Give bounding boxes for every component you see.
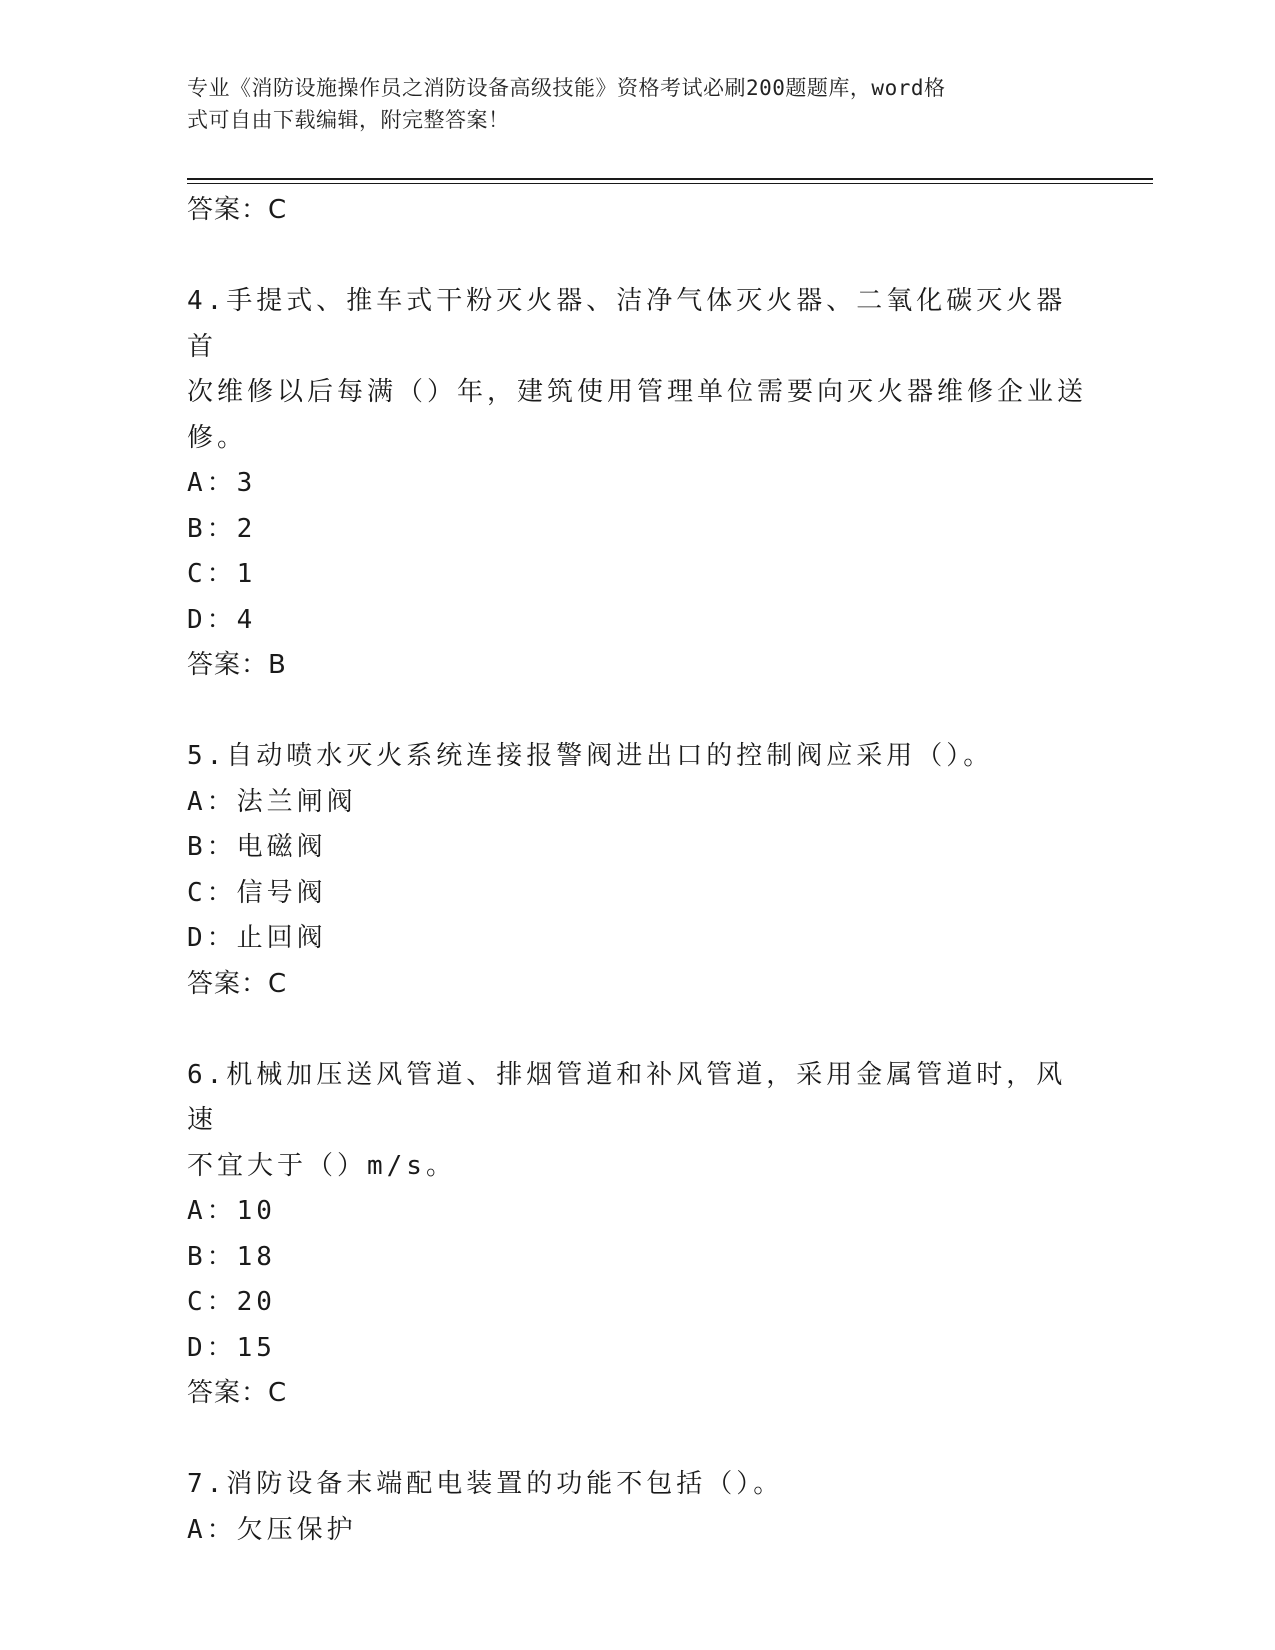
option-a: A：10 (187, 1196, 276, 1226)
question-stem-line: 不宜大于（）m/s。 (187, 1150, 456, 1181)
header-line-2: 式可自由下载编辑，附完整答案！ (187, 108, 510, 132)
question-stem-line: 次维修以后每满（）年，建筑使用管理单位需要向灭火器维修企业送 (187, 377, 1088, 407)
option-c: C：1 (187, 559, 257, 589)
option-a: A：3 (187, 468, 257, 498)
question-5 (187, 734, 1087, 1007)
option-c: C：信号阀 (187, 877, 327, 908)
question-6 (187, 1053, 1087, 1417)
question-4 (187, 279, 1087, 689)
question-stem-line: 7.消防设备末端配电装置的功能不包括（）。 (187, 1469, 784, 1499)
option-b: B：18 (187, 1241, 276, 1272)
option-c: C：20 (187, 1287, 276, 1317)
option-a: A：欠压保护 (187, 1514, 357, 1545)
spacer (187, 1417, 1087, 1463)
answer-previous: 答案：C (187, 195, 288, 225)
question-7 (187, 1462, 1087, 1553)
answer: 答案：C (187, 1378, 288, 1408)
question-stem-line: 6.机械加压送风管道、排烟管道和补风管道，采用金属管道时，风速 (187, 1059, 1067, 1135)
spacer (187, 689, 1087, 735)
answer: 答案：B (187, 650, 287, 680)
spacer (187, 1007, 1087, 1053)
option-d: D：4 (187, 604, 257, 635)
document-header (187, 72, 1067, 136)
option-d: D：止回阀 (187, 923, 327, 953)
option-a: A：法兰闸阀 (187, 786, 357, 817)
option-d: D：15 (187, 1332, 276, 1363)
question-stem-line: 4.手提式、推车式干粉灭火器、洁净气体灭火器、二氧化碳灭火器首 (187, 286, 1067, 362)
question-stem-line: 5.自动喷水灭火系统连接报警阀进出口的控制阀应采用（）。 (187, 741, 994, 771)
spacer (187, 234, 1087, 280)
header-divider-thick (187, 178, 1153, 180)
option-b: B：电磁阀 (187, 832, 327, 862)
header-line-1: 专业《消防设施操作员之消防设备高级技能》资格考试必刷200题题库，word格 (187, 76, 946, 100)
question-stem-line: 修。 (187, 422, 248, 453)
question-list (187, 188, 1087, 1553)
option-b: B：2 (187, 513, 257, 544)
header-divider-thin (187, 183, 1153, 184)
answer: 答案：C (187, 968, 288, 999)
